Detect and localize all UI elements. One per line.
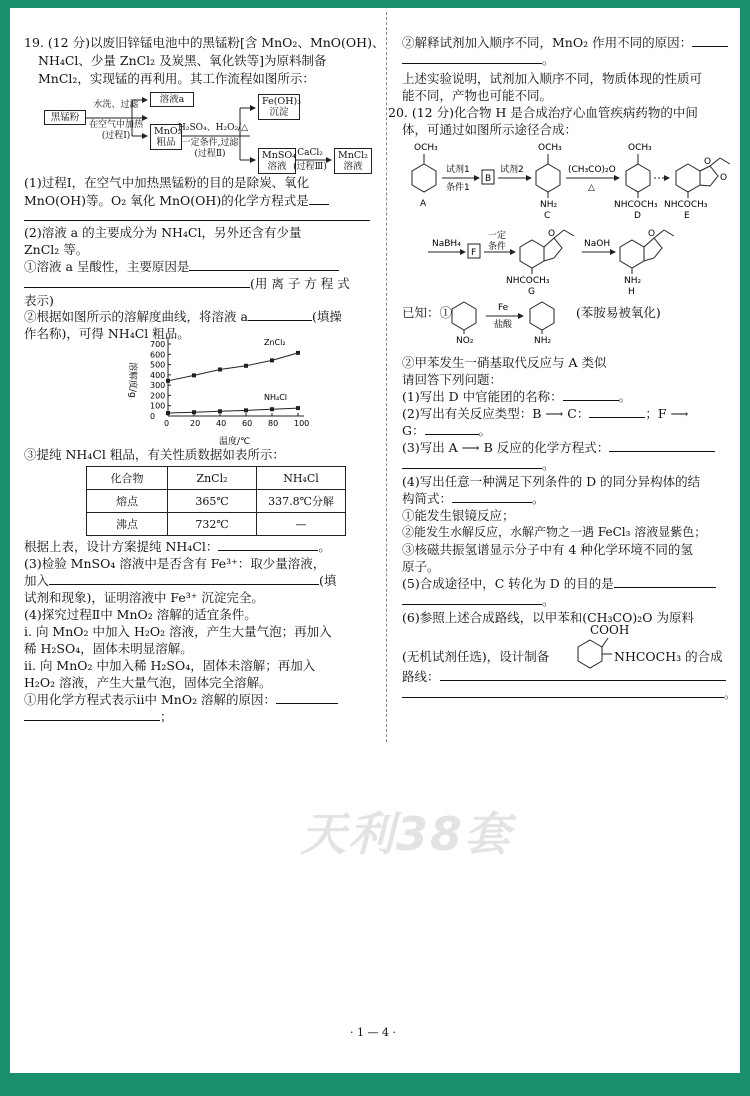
q19-part2-line6 <box>24 308 342 325</box>
known-info-label: 已知：① <box>402 305 453 320</box>
table-row <box>87 513 346 536</box>
q19-part1-text: MnO(OH)等。O₂ 氧化 MnO(OH)的化学方程式是 <box>24 193 309 208</box>
compound-H-label: H <box>628 287 635 296</box>
table-cell: 732℃ <box>168 513 257 536</box>
answer-blank[interactable] <box>309 192 329 205</box>
data-point <box>270 358 274 362</box>
q19-part1-line1: (1)过程Ⅰ，在空气中加热黑锰粉的目的是除炭、氧化 <box>24 175 310 190</box>
y-tick-label: 600 <box>150 350 166 360</box>
nhcoch3-label: NHCOCH₃ <box>614 200 658 210</box>
page-number: · 1 — 4 · <box>350 1026 396 1039</box>
q19-part2-text3: 根据上表，设计方案提纯 NH₄Cl： <box>24 539 219 554</box>
ring-oxygen-label: O <box>548 229 556 239</box>
q19-part4-line1: (4)探究过程Ⅱ中 MnO₂ 溶解的适宜条件。 <box>24 607 257 622</box>
compound-E-label: E <box>684 211 690 221</box>
answer-blank[interactable] <box>248 308 312 321</box>
q19-part4-text: ①用化学方程式表示ⅱ中 MnO₂ 溶解的原因： <box>24 692 277 707</box>
period: 。 <box>542 457 555 472</box>
q19-part4-line4: ⅱ. 向 MnO₂ 中加入稀 H₂SO₄，固体未溶解；再加入 <box>24 658 316 673</box>
process-flow-diagram <box>44 90 374 176</box>
q19-intro-line3: MnCl₂，实现锰的再利用。其工作流程如图所示： <box>38 71 315 86</box>
feoh3-label2: 沉淀 <box>269 107 289 118</box>
q19-intro-line1: 19. (12 分)以废旧锌锰电池中的黑锰粉[含 MnO₂、MnO(OH)、 <box>24 35 385 50</box>
period: 。 <box>318 539 331 554</box>
aniline-ring <box>530 302 554 334</box>
q19-cont-line1 <box>402 34 728 51</box>
compound-F-label: F <box>471 248 477 258</box>
table-cell: 365℃ <box>168 490 257 513</box>
q20-part6-line1: (6)参照上述合成路线，以甲苯和(CH₃CO)₂O 为原料 <box>402 610 694 625</box>
answer-blank[interactable] <box>692 34 728 47</box>
aniline-note: (苯胺易被氧化) <box>576 305 661 320</box>
hcl-label: 盐酸 <box>494 320 513 330</box>
data-point <box>192 373 196 377</box>
q19-part4-line6 <box>24 691 338 708</box>
condition1-label: 条件1 <box>446 183 470 193</box>
synthesis-scheme-row2 <box>402 224 737 296</box>
answer-blank[interactable] <box>609 439 715 452</box>
q19-part4-line7 <box>24 708 173 725</box>
compound-G-label: G <box>528 287 535 296</box>
chart-series <box>166 338 300 415</box>
semicolon: ； <box>160 709 173 724</box>
q19-part3-hint: (填 <box>319 573 337 588</box>
answer-blank[interactable] <box>402 456 542 469</box>
answer-blank[interactable] <box>24 708 160 721</box>
arrowhead <box>614 175 620 181</box>
y-tick-label: 100 <box>150 401 166 411</box>
answer-blank[interactable] <box>49 572 319 585</box>
q19-part3-line2 <box>24 572 336 589</box>
answer-blank[interactable] <box>402 592 542 605</box>
table-header-cell: NH₄Cl <box>257 467 346 490</box>
q20-part6-line3 <box>402 668 726 685</box>
y-tick-label: 0 <box>150 412 156 421</box>
q20-part2-text3: G： <box>402 423 425 438</box>
known-info-2: ②甲苯发生一硝基取代反应与 A 类似 <box>402 355 607 370</box>
period: 。 <box>532 491 545 506</box>
reagent1-label: 试剂1 <box>446 165 470 175</box>
q20-part1-text: (1)写出 D 中官能团的名称： <box>402 389 563 404</box>
benzene-ring-C <box>536 154 560 198</box>
table-header-cell: 化合物 <box>87 467 168 490</box>
q19-cont-line2 <box>402 51 555 68</box>
q20-intro-line2: 体，可通过如图所示途径合成： <box>402 122 578 137</box>
q19-part2-hint: (用 离 子 方 程 式 <box>250 276 350 291</box>
carbonyl-oxygen-label: O <box>720 173 728 183</box>
q19-part2-line9 <box>24 538 331 555</box>
reagent2-label: 试剂2 <box>500 165 524 175</box>
compound-D-label: D <box>634 211 641 221</box>
och3-label: OCH₃ <box>538 143 562 153</box>
q19-part2-line8: ③提纯 NH₄Cl 粗品，有关性质数据如表所示： <box>24 447 285 462</box>
y-tick-label: 400 <box>150 370 166 380</box>
data-point <box>270 407 274 411</box>
q20-intro-line1: 20. (12 分)化合物 H 是合成治疗心血管疾病药物的中间 <box>388 105 698 120</box>
arrowhead <box>610 249 616 255</box>
arrowhead <box>518 313 524 319</box>
mno2-crude-label2: 粗品 <box>156 137 176 148</box>
table-cell: — <box>257 513 346 536</box>
series-label: NH₄Cl <box>264 393 288 403</box>
q20-part4-text: 构简式： <box>402 491 453 506</box>
nh2-label: NH₂ <box>624 276 642 286</box>
data-point <box>296 351 300 355</box>
q20-part1 <box>402 388 631 405</box>
chart-ylabel: 溶解度/g <box>127 362 137 398</box>
q19-part3-text: 加入 <box>24 573 50 588</box>
column-divider <box>386 12 387 742</box>
q19-part4-line3: 稀 H₂SO₄，固体未明显溶解。 <box>24 641 193 656</box>
answer-blank[interactable] <box>440 668 726 681</box>
q19-part3-line3: 试剂和现象)，证明溶液中 Fe³⁺ 沉淀完全。 <box>24 590 264 605</box>
x-tick-label: 80 <box>268 419 279 428</box>
answer-blank[interactable] <box>614 575 716 588</box>
table-header-row <box>87 467 346 490</box>
naoh-label: NaOH <box>584 239 611 249</box>
answer-blank[interactable] <box>563 388 619 401</box>
heat-label: △ <box>588 183 595 193</box>
chart-xlabel: 温度/℃ <box>219 437 251 446</box>
q19-part2-line7: 作名称)，可得 NH₄Cl 粗品。 <box>24 326 190 341</box>
data-point <box>192 410 196 414</box>
q20-ask: 请回答下列问题： <box>402 372 503 387</box>
nh2-label: NH₂ <box>534 336 552 344</box>
arrowhead <box>474 175 480 181</box>
answer-blank[interactable] <box>189 258 339 271</box>
nabh4-label: NaBH₄ <box>432 239 461 249</box>
step1-label-top: 水洗、过滤 <box>93 100 139 110</box>
answer-blank[interactable] <box>452 490 532 503</box>
q19-part4-line2: ⅰ. 向 MnO₂ 中加入 H₂O₂ 溶液，产生大量气泡；再加入 <box>24 624 332 639</box>
mncl2-box <box>334 148 372 174</box>
q20-part3-line1 <box>402 439 715 456</box>
cooh-label: COOH <box>590 623 630 637</box>
x-tick-label: 0 <box>164 419 170 428</box>
q19-part2-line1: (2)溶液 a 的主要成分为 NH₄Cl，另外还含有少量 <box>24 225 302 240</box>
fe-label: Fe <box>498 303 509 313</box>
mnso4-label1: MnSO₄ <box>262 150 296 161</box>
table-row <box>87 490 346 513</box>
q19-part3-line1: (3)检验 MnSO₄ 溶液中是否含有 Fe³⁺：取少量溶液， <box>24 556 326 571</box>
och3-label: OCH₃ <box>628 143 652 153</box>
q19-part1-line2 <box>24 192 329 209</box>
nhcoch3-label: NHCOCH₃ <box>506 276 550 286</box>
synthesis-scheme-row1 <box>402 134 737 224</box>
q19-cont-line3: 上述实验说明，试剂加入顺序不同，物质体现的性质可 <box>402 71 703 86</box>
data-point <box>166 379 170 383</box>
period: 。 <box>478 423 492 438</box>
q19-part2-line5: 表示) <box>24 293 54 308</box>
step2-label-bot: (过程Ⅱ) <box>194 149 226 159</box>
y-tick-label: 300 <box>150 381 166 391</box>
watermark-logo: 天利38套 <box>300 807 513 861</box>
compound-A-label: A <box>420 199 427 209</box>
q19-cont-text: ②解释试剂加入顺序不同，MnO₂ 作用不同的原因： <box>402 35 693 50</box>
q19-part2-text: ①溶液 a 呈酸性，主要原因是 <box>24 259 190 274</box>
compound-B-label: B <box>485 174 492 184</box>
mncl2-label1: MnCl₂ <box>338 150 368 161</box>
q19-part4-line5: H₂O₂ 溶液，产生大量气泡，固体完全溶解。 <box>24 675 272 690</box>
q19-part2-text2: ②根据如图所示的溶解度曲线，将溶液 a <box>24 309 248 324</box>
x-tick-label: 20 <box>190 419 201 428</box>
exam-page <box>10 8 740 1073</box>
q20-part5-line1 <box>402 575 716 592</box>
answer-blank[interactable] <box>589 405 645 418</box>
answer-blank[interactable] <box>402 685 724 698</box>
q20-part6-text: 路线： <box>402 669 440 684</box>
q20-part4-line1: (4)写出任意一种满足下列条件的 D 的同分异构体的结 <box>402 474 701 489</box>
arrowhead <box>510 249 516 255</box>
arrowhead <box>526 175 532 181</box>
ring-oxygen-label: O <box>704 157 712 167</box>
x-tick-label: 40 <box>216 419 227 428</box>
benzene-ring-A <box>412 154 436 192</box>
compound-C-label: C <box>544 211 551 221</box>
mncl2-label2: 溶液 <box>343 161 363 172</box>
q20-part2-line1 <box>402 405 688 422</box>
period: 。 <box>542 52 555 67</box>
step3-label-bot: (过程Ⅲ) <box>293 162 327 172</box>
step2-label-mid: 一定条件,过滤 <box>181 138 239 148</box>
table-cell: 沸点 <box>87 513 168 536</box>
q20-part4-cond4: 原子。 <box>402 559 440 574</box>
data-point <box>218 368 222 372</box>
benzofuran-ring-H <box>620 230 674 274</box>
no2-label: NO₂ <box>456 336 474 344</box>
nh2-label: NH₂ <box>540 200 558 210</box>
step3-label-top: CaCl₂ <box>297 148 323 158</box>
q20-part3-line2 <box>402 456 555 473</box>
chart-ticks <box>150 337 310 428</box>
x-tick-label: 60 <box>242 419 253 428</box>
condition-label-1: 一定 <box>488 231 507 241</box>
solubility-chart <box>124 336 324 446</box>
q20-part4-cond2: ②能发生水解反应，水解产物之一遇 FeCl₃ 溶液显紫色； <box>402 525 707 539</box>
period: 。 <box>724 686 737 701</box>
q20-part4-line2 <box>402 490 545 507</box>
data-point <box>218 409 222 413</box>
q20-part4-cond3: ③核磁共振氢谱显示分子中有 4 种化学环境不同的氢 <box>402 542 693 557</box>
condition-label-2: 条件 <box>488 242 507 252</box>
q20-part2-text2: ；F ⟶ <box>645 406 689 421</box>
table-cell: 熔点 <box>87 490 168 513</box>
y-tick-label: 700 <box>150 340 166 349</box>
q20-part2-line2 <box>402 422 491 439</box>
period: 。 <box>618 389 632 404</box>
table-header-cell: ZnCl₂ <box>168 467 257 490</box>
q19-part1-line3 <box>24 208 370 225</box>
step2-label-top: H₂SO₄、H₂O₂/△ <box>178 123 249 133</box>
mno2-crude-label1: MnO₂ <box>154 126 182 137</box>
arrowhead <box>664 175 670 181</box>
solution-a-box: 溶液a <box>150 92 194 107</box>
data-point <box>244 408 248 412</box>
table-cell: 337.8℃分解 <box>257 490 346 513</box>
answer-blank[interactable] <box>425 422 479 435</box>
x-tick-label: 100 <box>294 419 310 428</box>
q20-part4-cond1: ①能发生银镜反应； <box>402 508 515 523</box>
step1-label-mid: 在空气中加热 <box>88 120 143 130</box>
data-point <box>166 411 170 415</box>
q20-part6-line4 <box>402 685 737 702</box>
nhcoch3-target-label: NHCOCH₃ 的合成 <box>614 649 723 664</box>
q19-part2-line3 <box>24 258 339 275</box>
property-table <box>86 466 346 536</box>
q20-part5-text: (5)合成途径中，C 转化为 D 的目的是 <box>402 576 614 591</box>
answer-blank[interactable] <box>24 275 250 288</box>
answer-blank[interactable] <box>24 208 370 221</box>
series-label: ZnCl₂ <box>264 337 286 347</box>
period: 。 <box>542 593 555 608</box>
nitrobenzene-ring <box>452 302 476 334</box>
q20-part5-line2 <box>402 592 555 609</box>
q19-part2-line2: ZnCl₂ 等。 <box>24 242 89 257</box>
ring-oxygen-label: O <box>648 229 656 239</box>
series-line-1 <box>168 408 298 413</box>
q20-part6-line2: (无机试剂任选)，设计制备 <box>402 649 550 664</box>
acetic-anhydride-label: (CH₃CO)₂O <box>568 165 616 175</box>
och3-label: OCH₃ <box>414 143 438 153</box>
answer-blank[interactable] <box>276 691 338 704</box>
nhcoch3-label: NHCOCH₃ <box>664 200 708 210</box>
q19-cont-line4: 能不同，产物也可能不同。 <box>402 88 553 103</box>
benzofuran-ring-G <box>520 230 574 274</box>
feoh3-box <box>258 94 300 120</box>
y-tick-label: 500 <box>150 360 166 370</box>
q20-part3-text: (3)写出 A ⟶ B 反应的化学方程式： <box>402 440 610 455</box>
y-tick-label: 200 <box>150 391 166 401</box>
q19-part2-hint2: (填操 <box>311 309 342 324</box>
q20-part2-text: (2)写出有关反应类型：B ⟶ C： <box>402 406 590 421</box>
step1-label-bot: (过程Ⅰ) <box>101 131 131 141</box>
feoh3-label1: Fe(OH)₃ <box>262 96 301 107</box>
series-line-0 <box>168 353 298 381</box>
answer-blank[interactable] <box>218 538 318 551</box>
benzene-ring-D <box>626 154 650 198</box>
answer-blank[interactable] <box>402 51 542 64</box>
q19-part2-line4 <box>24 275 350 292</box>
data-point <box>296 406 300 410</box>
q19-intro-line2: NH₄Cl、少量 ZnCl₂ 及炭黑、氧化铁等]为原料制备 <box>38 53 327 68</box>
black-mn-powder-box: 黑锰粉 <box>44 110 86 125</box>
data-point <box>244 364 248 368</box>
mnso4-label2: 溶液 <box>267 161 287 172</box>
arrowhead <box>460 249 466 255</box>
